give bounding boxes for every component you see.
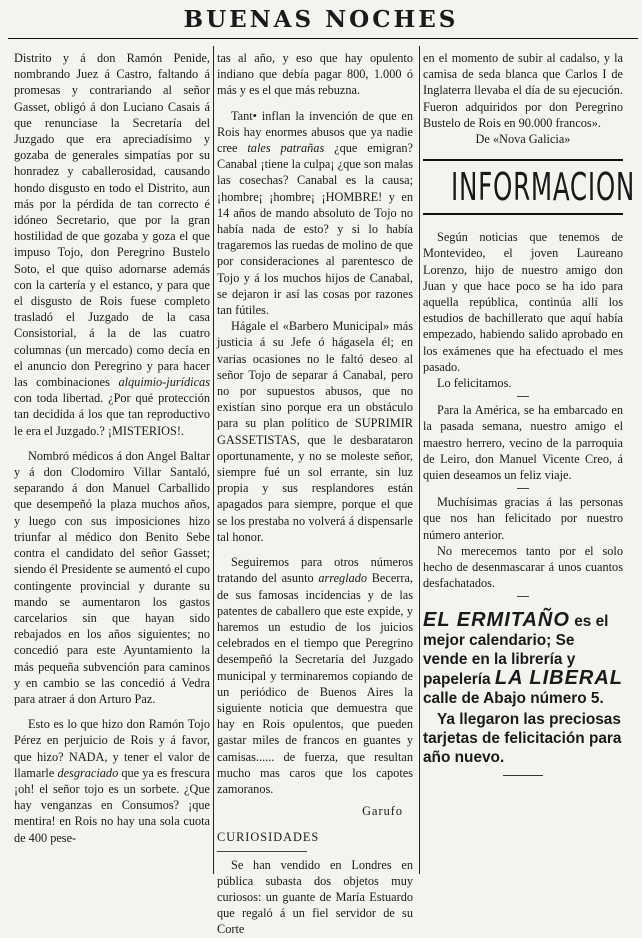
newspaper-title: BUENAS NOCHES — [183, 6, 459, 33]
italic-text: arreglado — [318, 571, 368, 586]
article-paragraph: tas al año, y eso que hay opulento indiano que debía pagar 800, 1.000 ó más y es el que más rebuzna. — [217, 51, 413, 98]
ad-text: es el mejor calendario; Se vende en la librería y papelería — [423, 613, 609, 689]
article-paragraph — [217, 554, 413, 797]
article-paragraph: Muchísimas gracias á las personas que nos han felicitado por nuestro número anterior. — [423, 495, 623, 542]
divider — [517, 488, 529, 489]
masthead-rule — [8, 38, 638, 39]
article-paragraph: Se han vendido en Londres en pública subasta dos objetos muy curiosos: un guante de María Estuardo que regaló á un fiel servidor de su Corte — [217, 857, 413, 937]
masthead — [0, 0, 642, 44]
divider — [517, 396, 529, 397]
article-paragraph: Para la América, se ha embarcado en la pasada semana, nuestro amigo el maestro herrero, vecino de la parroquia de Leiro, don Manuel Vicente Creo, á quien deseamos un feliz viaje. — [423, 403, 623, 483]
paragraph-text: Becerra, de sus famosas incidencias y de las patentes de caballero que este expide, y haremos un estudio de los juicios celebrados en el tiempo que Peregrino desempeñó la Secretaría del Juzgado municipal y terminaremos copiando de un periódico de Buenos Aires la siguiente noticia que demuestra que hay en Rois opulentos, que pueden gastar miles de francos en guantes y camisas...... de fuerza, que resultan mucho mas caros que los capotes zamoranos. — [217, 571, 414, 796]
column-1 — [14, 50, 210, 846]
article-paragraph: Hágale el «Barbero Municipal» más justicia á su Jefe ó hágasela él; en varias ocasiones no le faltó deseo al señor Tojo de separar á Canabal, pero no por supuestos abusos, que no existían sino porque era un obstáculo para su plan político de SUPRIMIR GASSETISTAS, que le desbarataron oportunamente, y no se moleste señor, siempre fué un sol errante, sin luz propia y sus resplandores están apagados para siempre, porque el que se los prestaba no volverá á dispensarle tal honor. — [217, 319, 413, 544]
paragraph-text: Tant• inflan la invención de que en Rois hay enormes abusos que ya nadie cree — [217, 108, 413, 156]
column-3 — [423, 50, 636, 784]
ad-brand: LA LIBERAL — [494, 667, 624, 690]
advertisement — [423, 611, 623, 776]
paragraph-text: Esto es lo que hizo don Ramón Tojo Pérez en perjuicio de Rois y á favor, que hizo? NADA, y tener el valor de llamarle — [14, 717, 210, 780]
article-paragraph: Nombró médicos á don Angel Baltar y á don Clodomiro Villar Santaló, separando á don Manuel Carballido que desempeñó la plaza muchos años, y luego con sus imposiciones hizo triunfar al médico don Benito Sebe contra el candidato del señor Gasset; siendo él Presidente se aumentó el cupo contingente provincial y durante su mando se aumentaron los gastos carcelarios sin que hayan sido rebajados en los años siguientes; no concedió para este Ayuntamiento la más pequeña subvención para caminos y en cambio se las concedió á Vedra para atraer á don Arturo Paz. — [14, 448, 211, 706]
italic-text: tales patrañas — [247, 141, 325, 156]
paragraph-text: Distrito y á don Ramón Penide, nombrando Juez á Castro, faltando á promesas y contrariando al señor Gasset, obligó á don Luciano Casais á que renunciase la Secretaría del Juzgado que era apreciadísimo y gozaba de generales simpatías por su honradez y caballerosidad, causando hondo disgusto en todo el Distrito, aun más por la pérdida de tan correcto é idóneo Secretario, que por la gran hostilidad de que gozaba y goza el que impuso Tojo, don Peregrino Bustelo Soto, el que quiso adornarse además con la cartería y el estanco, y para que el disgusto de Rois fuese completo trasladó el Juzgado de la casa Consistorial, á la de las cuatro columnas (un mercado) como decía en el anuncio don Peregrino y para hacer las combinaciones — [14, 51, 210, 390]
paragraph-text: con toda libertad. ¿Por qué protección tan decidida á los que tan reproductivo le era el Juzgado.? ¡MISTERIOS!. — [14, 391, 210, 438]
author-signature: Garufo — [362, 804, 403, 819]
article-paragraph: Según noticias que tenemos de Montevideo, el joven Laureano Lorenzo, hijo de nuestro amigo don Juan y que hace poco se ha ido para aquella república, continúa allí los estudios de bachillerato que aquí había empezado, habiendo salido aprobado en los exámenes que ha efectuado el mes pasado. — [423, 230, 623, 374]
article-paragraph: No merecemos tanto por el solo hecho de desenmascarar á unos cuantos desfachatados. — [423, 543, 623, 591]
italic-text: desgraciado — [57, 765, 119, 780]
paragraph-text: Seguiremos para otros números tratando del asunto — [217, 555, 413, 586]
source-credit: De «Nova Galicia» — [475, 132, 571, 147]
paragraph-text: que ya es frescura ¡oh! el señor tojo es un sorbete. ¿Que hay venganzas en Consumos? ¡que mentira! en Rois no hay una sola cuota de 400 pese- — [14, 765, 210, 845]
ad-text: Ya llegaron las preciosas tarjetas de felicitación para año nuevo. — [423, 711, 622, 767]
divider — [517, 596, 529, 597]
info-header-box — [423, 159, 636, 215]
section-heading: INFORMACION — [451, 165, 636, 210]
article-paragraph — [14, 50, 210, 439]
article-paragraph — [14, 716, 210, 846]
divider — [217, 851, 307, 852]
ad-text: calle de Abajo número 5. — [423, 690, 604, 708]
article-paragraph: en el momento de subir al cadalso, y la camisa de seda blanca que Carlos I de Inglaterra llevaba el día de su ejecución. Fueron adquiridos por don Peregrino Bustelo de Rois en 90.000 francos». — [423, 51, 623, 130]
ad-brand: EL ERMITAÑO — [423, 609, 570, 632]
column-2 — [217, 50, 413, 938]
column-divider — [213, 46, 214, 874]
column-divider — [419, 46, 420, 874]
section-heading: CURIOSIDADES — [217, 830, 320, 845]
paragraph-text: ¿que emigran? Canabal ¡tiene la culpa¡ ¿que son malas las cosechas? Canabal es la causa; ¡hombre¡ ¡hombre¡ ¡HOMBRE! y en 14 años de mando absoluto de Tojo no había nada de esto? y si lo había tragaremos las ruedas de molino de que por consideraciones al parentesco de Tojo y á los muchos hijos de Canabal, se dejaron ir así las cosas por razones tan fútiles. — [217, 141, 414, 318]
italic-text: alquimio-jurídicas — [118, 375, 210, 390]
article-paragraph — [217, 108, 413, 319]
divider — [503, 775, 543, 776]
closing-line: Lo felicitamos. — [437, 376, 512, 391]
